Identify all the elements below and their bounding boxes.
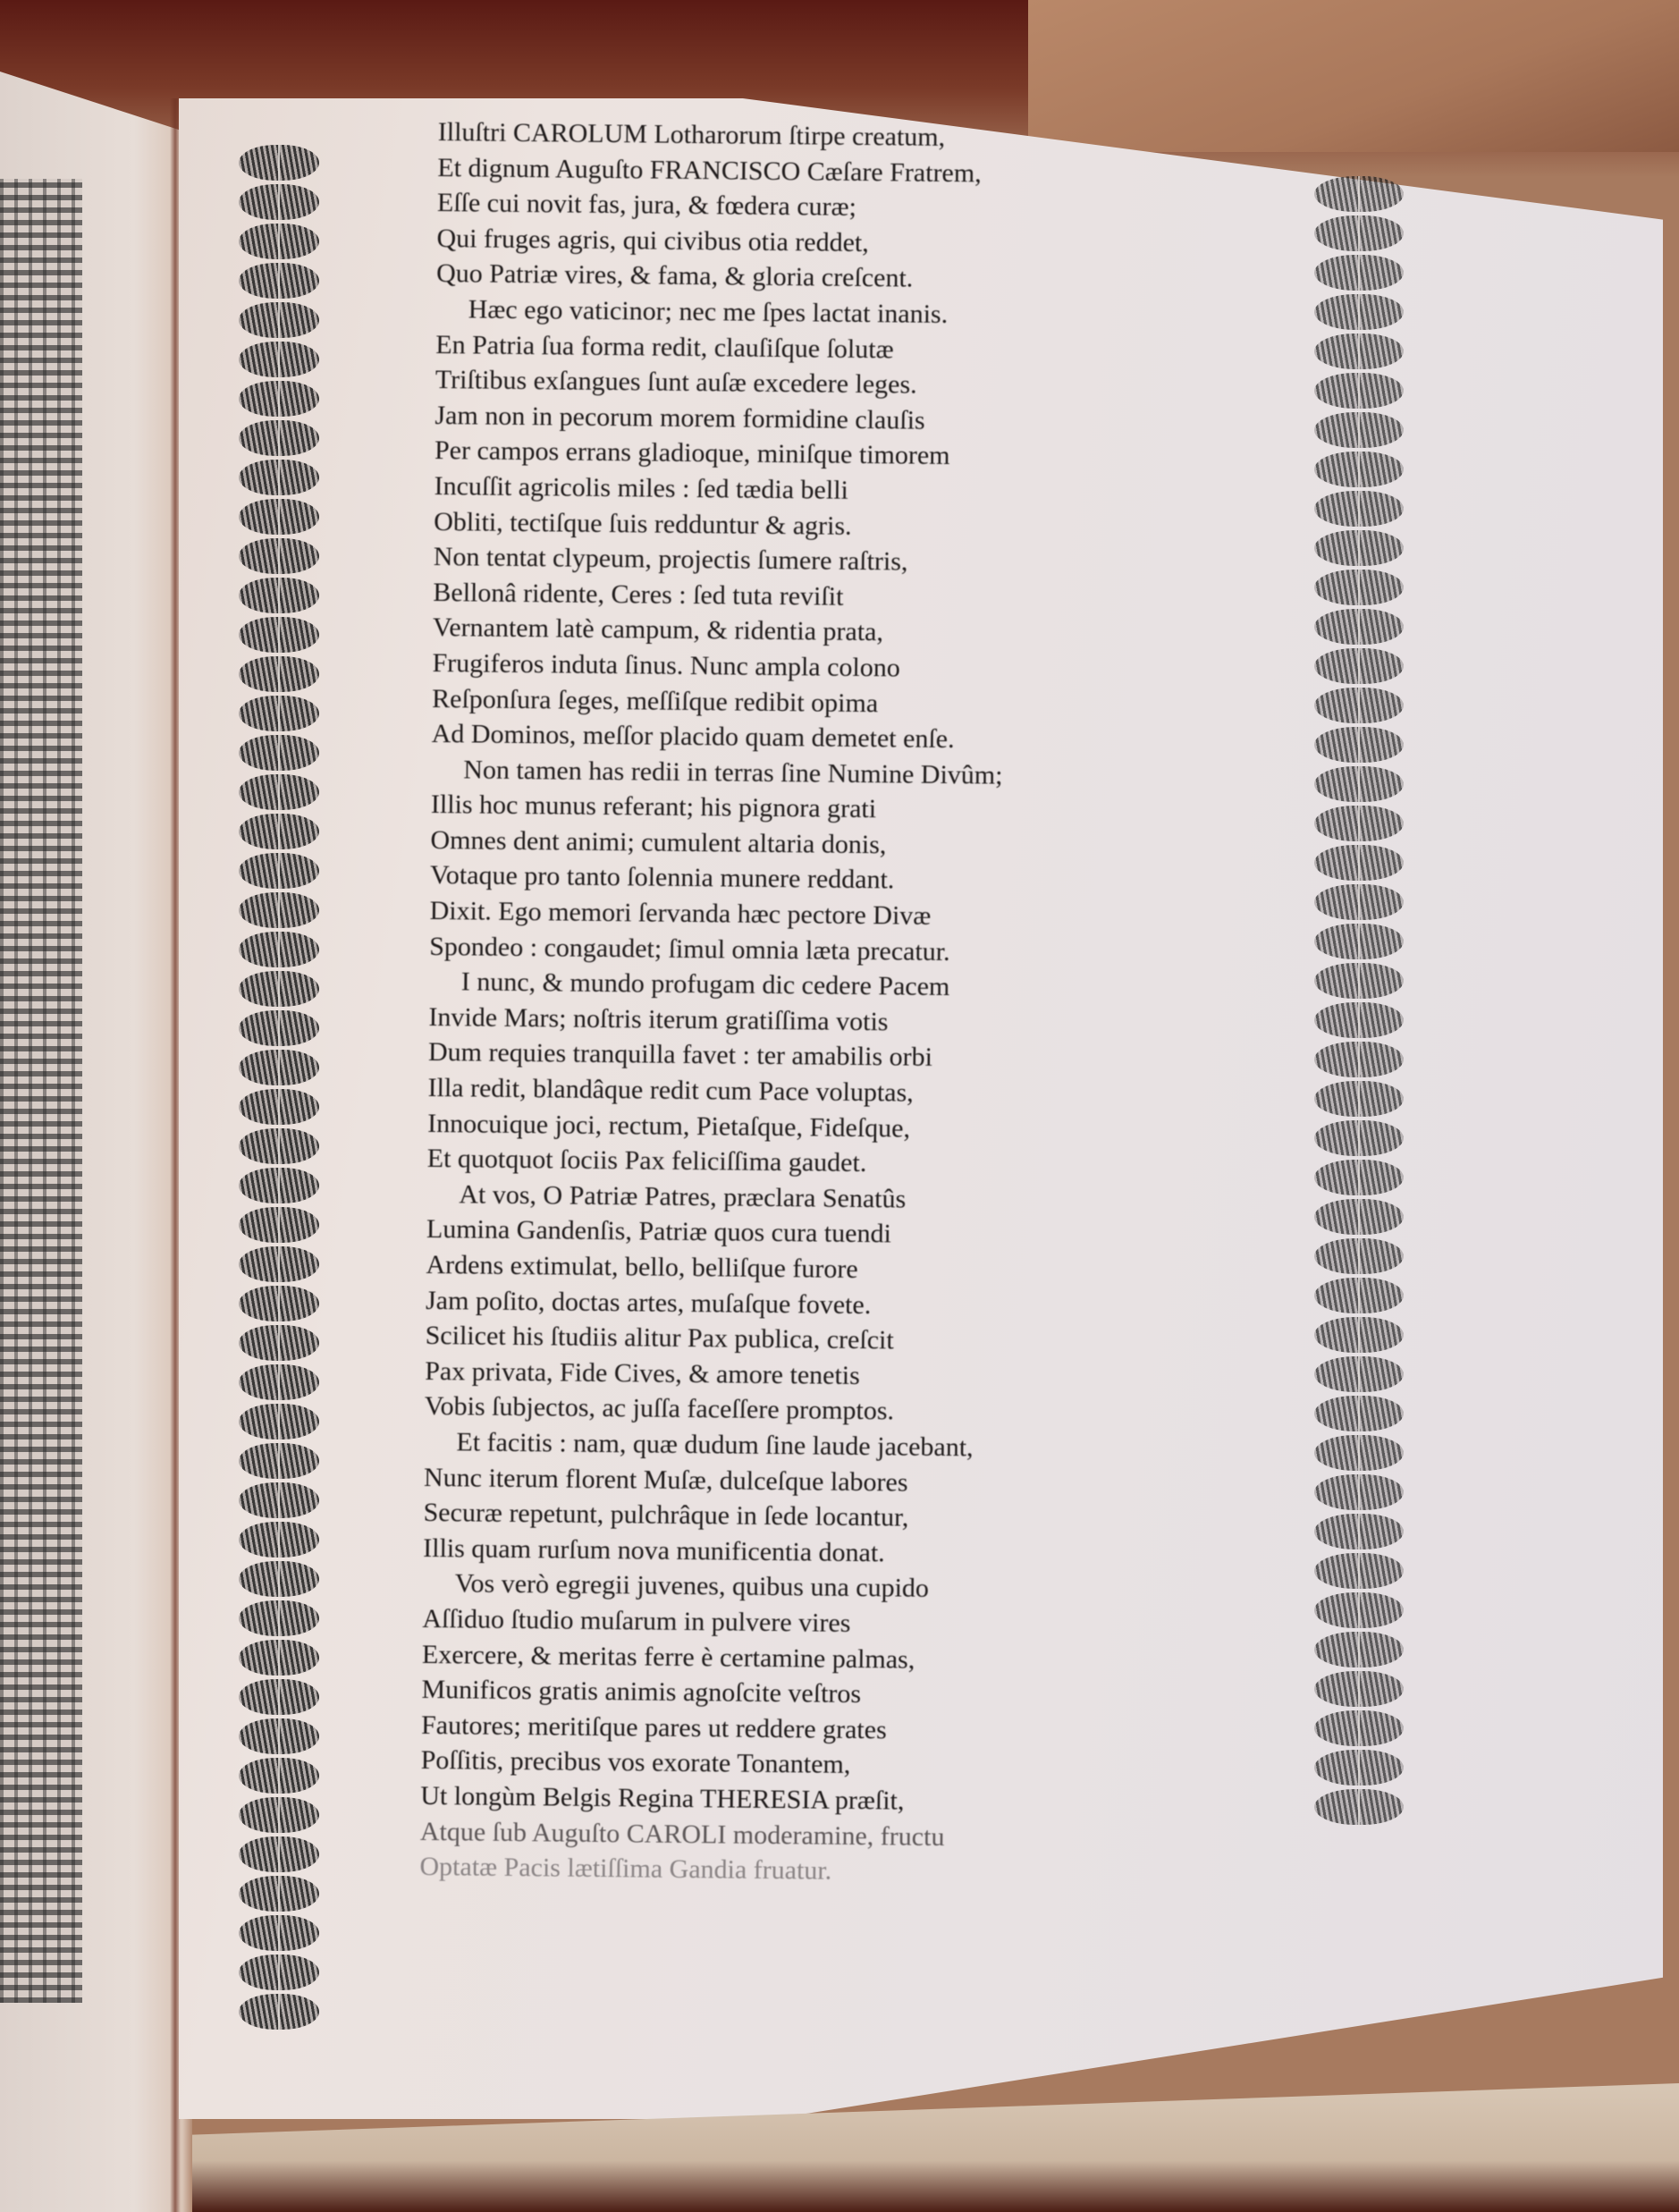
rosette-ornament-icon bbox=[1314, 530, 1404, 566]
verse-line: Bellonâ ridente, Ceres : ſed tuta reviſit bbox=[433, 577, 844, 612]
verse-line: Vobis ſubjectos, ac juſſa faceſſere promptos. bbox=[424, 1391, 895, 1426]
rosette-ornament-icon bbox=[1314, 806, 1404, 841]
rosette-ornament-icon bbox=[239, 1797, 319, 1833]
rosette-ornament-icon bbox=[239, 1364, 319, 1400]
verse-line: Frugiferos induta ſinus. Nunc ampla colono bbox=[432, 647, 900, 683]
verse-line: Ad Dominos, meſſor placido quam demetet enſe. bbox=[431, 719, 955, 755]
verse-line: Munificos gratis animis agnoſcite veſtros bbox=[421, 1675, 862, 1710]
rosette-ornament-icon bbox=[239, 1600, 319, 1636]
rosette-ornament-icon bbox=[239, 1954, 319, 1990]
rosette-ornament-icon bbox=[239, 1050, 319, 1085]
verse-line: Vernantem latè campum, & ridentia prata, bbox=[432, 612, 884, 647]
rosette-ornament-icon bbox=[239, 814, 319, 849]
verse-line: Illa redit, blandâque redit cum Pace voluptas, bbox=[427, 1072, 914, 1108]
verse-line: Hæc ego vaticinor; nec me ſpes lactat inanis. bbox=[468, 294, 949, 329]
rosette-ornament-icon bbox=[239, 932, 319, 967]
rosette-ornament-icon bbox=[1314, 924, 1404, 959]
verse-line: Fautores; meritiſque pares ut reddere grates bbox=[420, 1710, 887, 1745]
rosette-ornament-icon bbox=[239, 1640, 319, 1676]
rosette-ornament-icon bbox=[239, 1128, 319, 1164]
rosette-ornament-icon bbox=[239, 499, 319, 535]
rosette-ornament-icon bbox=[1314, 1317, 1404, 1353]
rosette-ornament-icon bbox=[1314, 609, 1404, 645]
rosette-ornament-icon bbox=[1314, 491, 1404, 527]
verse-line: Illis quam rurſum nova munificentia donat. bbox=[423, 1532, 885, 1568]
rosette-ornament-icon bbox=[1314, 215, 1404, 251]
rosette-ornament-icon bbox=[1314, 452, 1404, 487]
verse-line: I nunc, & mundo profugam dic cedere Pacem bbox=[460, 967, 950, 1002]
verse-line: Non tentat clypeum, projectis ſumere raſtris, bbox=[433, 542, 908, 577]
right-ornament-border bbox=[1314, 174, 1404, 1827]
verse-line: Securæ repetunt, pulchrâque in ſede locantur, bbox=[423, 1498, 909, 1532]
rosette-ornament-icon bbox=[239, 1246, 319, 1282]
rosette-ornament-icon bbox=[1314, 1789, 1404, 1825]
rosette-ornament-icon bbox=[239, 460, 319, 495]
rosette-ornament-icon bbox=[1314, 1238, 1404, 1274]
rosette-ornament-icon bbox=[1314, 1199, 1404, 1235]
rosette-ornament-icon bbox=[239, 853, 319, 889]
rosette-ornament-icon bbox=[239, 263, 319, 299]
rosette-ornament-icon bbox=[1314, 648, 1404, 684]
rosette-ornament-icon bbox=[239, 145, 319, 181]
verse-line: Invide Mars; noſtris iterum gratiſſima votis bbox=[428, 1001, 889, 1037]
rosette-ornament-icon bbox=[1314, 884, 1404, 920]
rosette-ornament-icon bbox=[239, 184, 319, 220]
rosette-ornament-icon bbox=[1314, 766, 1404, 802]
verse-text-block bbox=[419, 114, 1207, 1893]
rosette-ornament-icon bbox=[239, 1325, 319, 1361]
verse-line: Jam non in pecorum morem formidine clauſis bbox=[435, 400, 925, 435]
rosette-ornament-icon bbox=[239, 735, 319, 771]
rosette-ornament-icon bbox=[1314, 294, 1404, 330]
rosette-ornament-icon bbox=[1314, 1278, 1404, 1313]
rosette-ornament-icon bbox=[239, 1168, 319, 1203]
rosette-ornament-icon bbox=[1314, 412, 1404, 448]
rosette-ornament-icon bbox=[1314, 727, 1404, 763]
rosette-ornament-icon bbox=[1314, 1120, 1404, 1156]
verse-line: Innocuique joci, rectum, Pietaſque, Fideſque, bbox=[427, 1108, 911, 1144]
verse-line: Illuſtri CAROLUM Lotharorum ſtirpe creatum, bbox=[437, 116, 946, 152]
rosette-ornament-icon bbox=[1314, 176, 1404, 212]
verse-line: Illis hoc munus referant; his pignora grati bbox=[430, 789, 877, 824]
rosette-ornament-icon bbox=[239, 1561, 319, 1597]
rosette-ornament-icon bbox=[1314, 1002, 1404, 1038]
verse-line: Et quotquot ſociis Pax feliciſſima gaudet. bbox=[426, 1144, 867, 1178]
verse-line: Per campos errans gladioque, miniſque timorem bbox=[434, 435, 950, 471]
rosette-ornament-icon bbox=[1314, 1553, 1404, 1589]
verse-line: Votaque pro tanto ſolennia munere reddant. bbox=[429, 860, 895, 895]
rosette-ornament-icon bbox=[239, 1836, 319, 1872]
rosette-ornament-icon bbox=[239, 1915, 319, 1951]
rosette-ornament-icon bbox=[239, 1089, 319, 1125]
verse-line: Pax privata, Fide Cives, & amore tenetis bbox=[425, 1355, 860, 1390]
rosette-ornament-icon bbox=[1314, 1396, 1404, 1431]
rosette-ornament-icon bbox=[239, 1010, 319, 1046]
verse-line: Exercere, & meritas ferre è certamine palmas, bbox=[421, 1639, 915, 1675]
verse-line: En Patria ſua forma redit, clauſiſque ſolutæ bbox=[435, 329, 894, 364]
rosette-ornament-icon bbox=[239, 1286, 319, 1321]
rosette-ornament-icon bbox=[1314, 255, 1404, 291]
verse-line: Incuſſit agricolis miles : ſed tædia belli bbox=[434, 470, 849, 505]
rosette-ornament-icon bbox=[239, 1994, 319, 2030]
rosette-ornament-icon bbox=[239, 578, 319, 613]
rosette-ornament-icon bbox=[1314, 1042, 1404, 1077]
rosette-ornament-icon bbox=[1314, 570, 1404, 605]
rosette-ornament-icon bbox=[1314, 333, 1404, 369]
verse-line: Reſponſura ſeges, meſſiſque redibit opima bbox=[431, 683, 879, 718]
rosette-ornament-icon bbox=[1314, 1514, 1404, 1549]
left-page-ornament-border bbox=[0, 179, 82, 2003]
verse-line: Omnes dent animi; cumulent altaria donis, bbox=[430, 824, 887, 860]
verse-line: Eſſe cui novit fas, jura, & fœdera curæ; bbox=[436, 188, 857, 223]
rosette-ornament-icon bbox=[239, 1207, 319, 1243]
rosette-ornament-icon bbox=[239, 1876, 319, 1912]
rosette-ornament-icon bbox=[239, 1404, 319, 1439]
rosette-ornament-icon bbox=[1314, 1671, 1404, 1707]
verse-line: Qui fruges agris, qui civibus otia reddet, bbox=[436, 223, 869, 258]
left-page bbox=[0, 36, 192, 2212]
left-ornament-border bbox=[234, 143, 324, 2031]
verse-line: Optatæ Pacis lætiſſima Gandia fruatur. bbox=[419, 1851, 832, 1886]
rosette-ornament-icon bbox=[239, 224, 319, 259]
verse-line: Dum requies tranquilla favet : ter amabilis orbi bbox=[427, 1037, 933, 1073]
verse-line: Et facitis : nam, quæ dudum ſine laude jacebant, bbox=[456, 1427, 974, 1463]
rosette-ornament-icon bbox=[1314, 1474, 1404, 1510]
verse-line: Quo Patriæ vires, & fama, & gloria creſcent. bbox=[435, 258, 914, 293]
verse-line: Triſtibus exſangues ſunt auſæ excedere leges. bbox=[435, 365, 917, 400]
verse-line: Et dignum Auguſto FRANCISCO Cæſare Fratrem, bbox=[437, 152, 982, 188]
verse-line: Lumina Gandenſis, Patriæ quos cura tuendi bbox=[426, 1214, 891, 1249]
verse-line: Atque ſub Auguſto CAROLI moderamine, fructu bbox=[419, 1816, 945, 1852]
rosette-ornament-icon bbox=[1314, 1081, 1404, 1117]
rosette-ornament-icon bbox=[1314, 1592, 1404, 1628]
rosette-ornament-icon bbox=[239, 1718, 319, 1754]
rosette-ornament-icon bbox=[1314, 1435, 1404, 1471]
rosette-ornament-icon bbox=[239, 617, 319, 653]
rosette-ornament-icon bbox=[1314, 1160, 1404, 1195]
rosette-ornament-icon bbox=[239, 342, 319, 377]
verse-line: Spondeo : congaudet; ſimul omnia læta precatur. bbox=[429, 931, 950, 967]
verse-line: Non tamen has redii in terras ſine Numine Divûm; bbox=[463, 755, 1003, 790]
verse-line: Vos verò egregii juvenes, quibus una cupido bbox=[454, 1568, 930, 1604]
verse-line: Poſſitis, precibus vos exorate Tonantem, bbox=[420, 1745, 851, 1780]
rosette-ornament-icon bbox=[1314, 1710, 1404, 1746]
rosette-ornament-icon bbox=[1314, 963, 1404, 999]
rosette-ornament-icon bbox=[1314, 845, 1404, 881]
rosette-ornament-icon bbox=[239, 1679, 319, 1715]
rosette-ornament-icon bbox=[1314, 1632, 1404, 1667]
rosette-ornament-icon bbox=[1314, 1356, 1404, 1392]
rosette-ornament-icon bbox=[239, 420, 319, 456]
verse-line: Dixit. Ego memori ſervanda hæc pectore Divæ bbox=[429, 896, 932, 931]
verse-line: Obliti, tectiſque ſuis redduntur & agris. bbox=[434, 506, 852, 541]
rosette-ornament-icon bbox=[239, 971, 319, 1007]
verse-line: At vos, O Patriæ Patres, præclara Senatûs bbox=[459, 1179, 907, 1214]
verse-line: Aſſiduo ſtudio muſarum in pulvere vires bbox=[422, 1603, 851, 1638]
rosette-ornament-icon bbox=[239, 774, 319, 810]
rosette-ornament-icon bbox=[239, 1758, 319, 1794]
rosette-ornament-icon bbox=[239, 1443, 319, 1479]
verse-line: Nunc iterum florent Muſæ, dulceſque labores bbox=[423, 1462, 908, 1498]
verse-line: Scilicet his ſtudiis alitur Pax publica, creſcit bbox=[425, 1321, 894, 1355]
verse-line: Jam poſito, doctas artes, muſaſque fovete. bbox=[425, 1285, 872, 1320]
rosette-ornament-icon bbox=[239, 302, 319, 338]
verse-line: Ardens extimulat, bello, belliſque furore bbox=[426, 1249, 858, 1284]
rosette-ornament-icon bbox=[239, 1522, 319, 1558]
rosette-ornament-icon bbox=[239, 1482, 319, 1518]
rosette-ornament-icon bbox=[239, 381, 319, 417]
rosette-ornament-icon bbox=[239, 656, 319, 692]
rosette-ornament-icon bbox=[1314, 1750, 1404, 1786]
rosette-ornament-icon bbox=[239, 696, 319, 731]
verse-line: Ut longùm Belgis Regina THERESIA præſit, bbox=[420, 1780, 905, 1816]
rosette-ornament-icon bbox=[1314, 373, 1404, 409]
rosette-ornament-icon bbox=[1314, 688, 1404, 723]
rosette-ornament-icon bbox=[239, 892, 319, 928]
rosette-ornament-icon bbox=[239, 538, 319, 574]
